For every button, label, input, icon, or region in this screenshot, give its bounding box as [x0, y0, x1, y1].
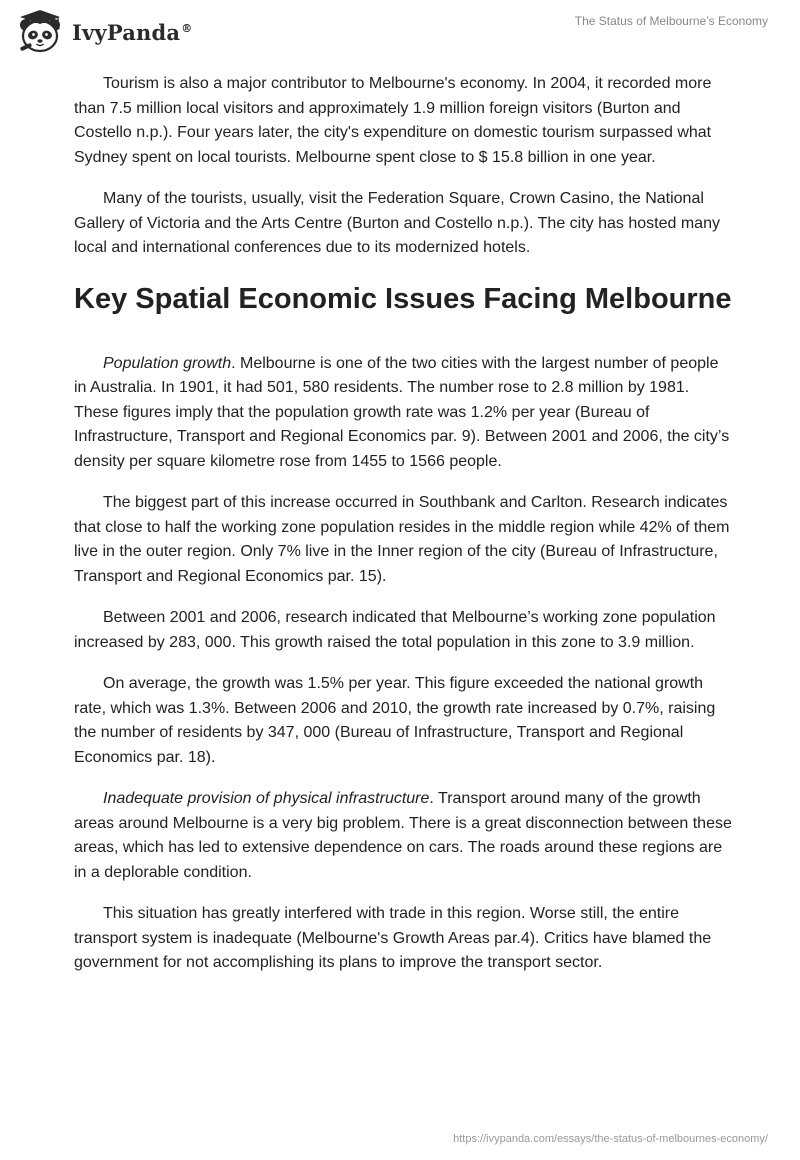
brand-name: IvyPanda®: [72, 19, 193, 45]
essay-body: [74, 72, 734, 993]
paragraph-tourism: Tourism is also a major contributor to Melbourne's economy. In 2004, it recorded more than 7.5 million local visitors and approximately 1.9 million foreign visitors (Burton and Costello n.p.). Four years later, the city's expenditure on domestic tourism surpassed what Sydney spent on local tourists. Melbourne spent close to $ 15.8 billion in one year.: [74, 75, 712, 166]
paragraph-southbank-carlton: The biggest part of this increase occurred in Southbank and Carlton. Research indicates that close to half the working zone population resides in the middle region while 42% of them live in the outer region. Only 7% live in the Inner region of the city (Bureau of Infrastructure, Transport and Regional Economics par. 15).: [74, 494, 730, 585]
paragraph-text: . Transport around many of the growth areas around Melbourne is a very big problem. There is a great disconnection between these areas, which has led to extensive dependence on cars. The roads around these regions are in a deplorable condition.: [74, 790, 732, 881]
paragraph-infrastructure: [74, 787, 734, 885]
paragraph-growth-average: On average, the growth was 1.5% per year. This figure exceeded the national growth rate, which was 1.3%. Between 2006 and 2010, the growth rate increased by 0.7%, raising the number of residents by 347, 000 (Bureau of Infrastructure, Transport and Regional Economics par. 18).: [74, 675, 716, 766]
section-heading: Key Spatial Economic Issues Facing Melbourne: [74, 282, 732, 315]
source-url[interactable]: https://ivypanda.com/essays/the-status-of-melbournes-economy/: [453, 1133, 768, 1145]
paragraph-text: . Melbourne is one of the two cities with the largest number of people in Australia. In 1901, it had 501, 580 residents. The number rose to 2.8 million by 1981. These figures imply that the population growth rate was 1.2% per year (Bureau of Infrastructure, Transport and Regional Economics par. 9). Between 2001 and 2006, the city’s density per square kilometre rose from 1455 to 1566 people.: [74, 354, 730, 470]
lead-term-infrastructure: Inadequate provision of physical infrastructure: [103, 790, 430, 807]
paragraph-working-zone: Between 2001 and 2006, research indicated that Melbourne’s working zone population increased by 283, 000. This growth raised the total population in this zone to 3.9 million.: [74, 609, 716, 651]
page-header: [0, 0, 800, 62]
paragraph-tourist-sites: Many of the tourists, usually, visit the Federation Square, Crown Casino, the National Gallery of Victoria and the Arts Centre (Burton and Costello n.p.). The city has hosted many local and international conferences due to its modernized hotels.: [74, 190, 720, 256]
lead-term-population-growth: Population growth: [103, 354, 232, 372]
registered-mark: ®: [181, 21, 193, 35]
paragraph-transport-system: This situation has greatly interfered with trade in this region. Worse still, the entire transport system is inadequate (Melbourne's Growth Areas par.4). Critics have blamed the government for not accomplishing its plans to improve the transport sector.: [74, 905, 712, 971]
paragraph-population-growth: [74, 352, 734, 475]
document-title: The Status of Melbourne’s Economy: [574, 14, 768, 28]
brand-logo[interactable]: [14, 8, 192, 56]
panda-graduate-icon: [14, 8, 66, 56]
